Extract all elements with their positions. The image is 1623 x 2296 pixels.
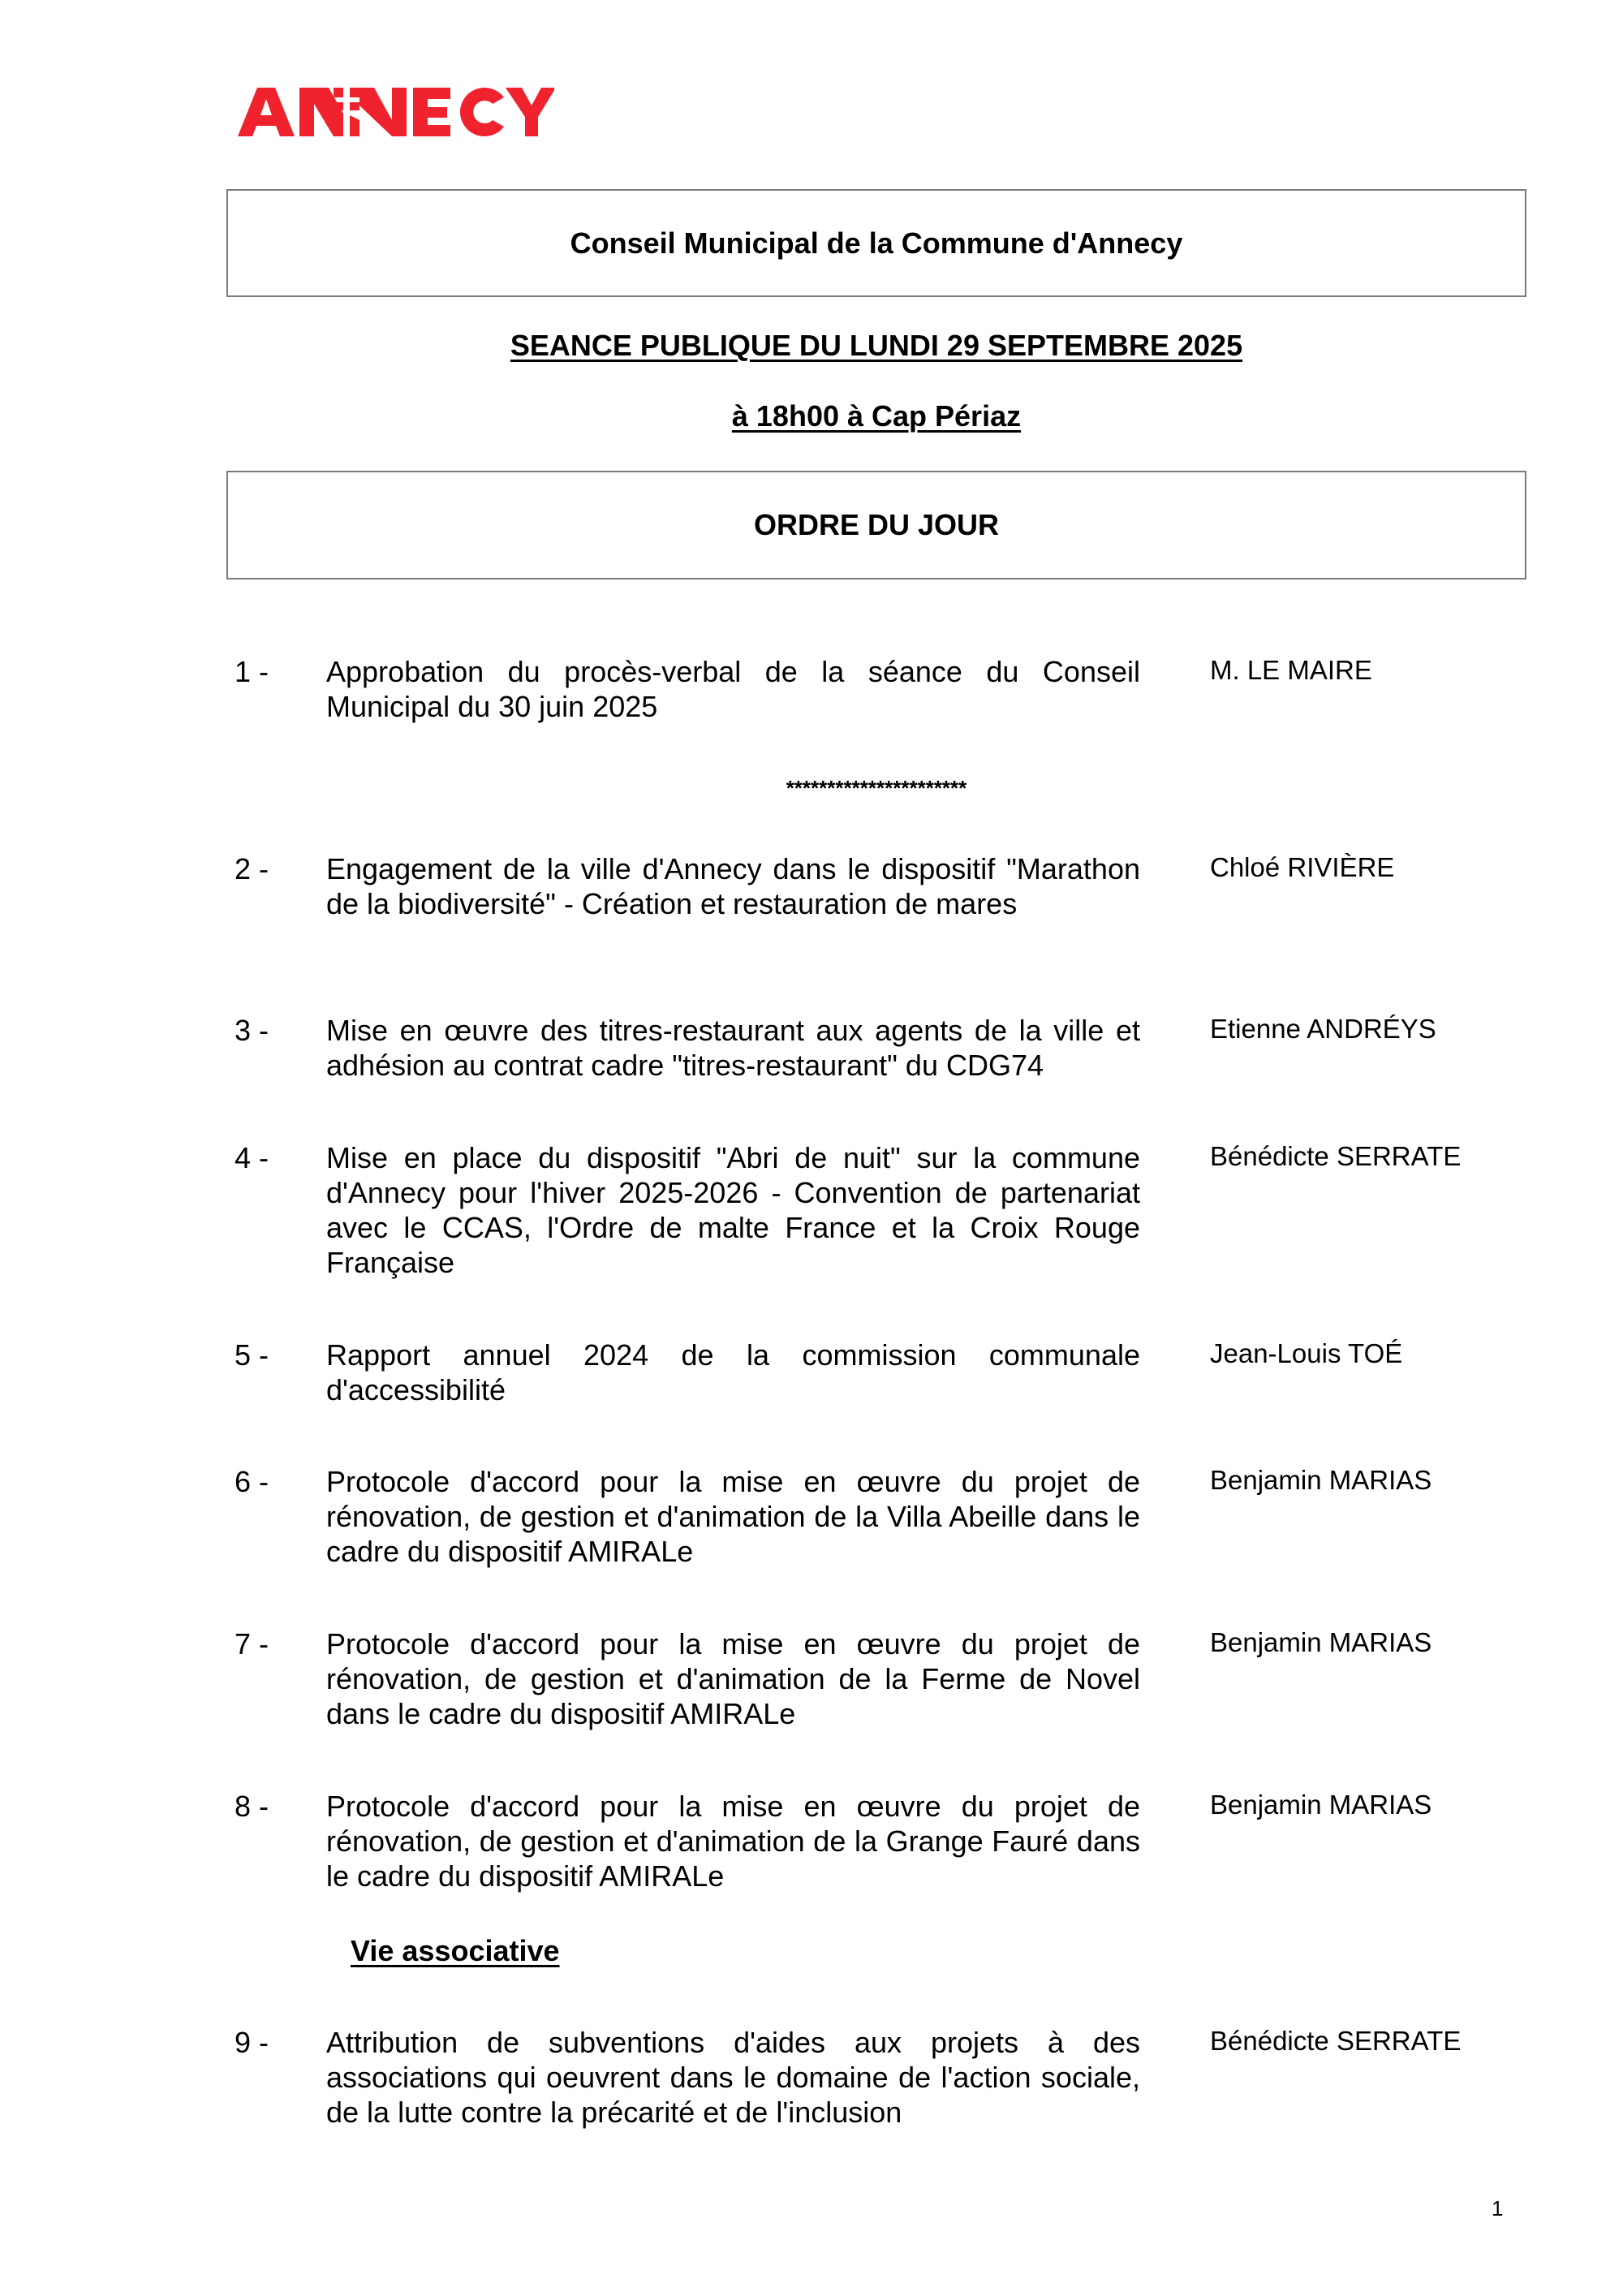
item-description: Protocole d'accord pour la mise en œuvre du projet de rénovation, de gestion et d'animation de la Villa Abeille dans le cadre du dispositif AMIRALe bbox=[326, 1465, 1140, 1568]
item-number: 6 - bbox=[235, 1465, 269, 1498]
item-description: Rapport annuel 2024 de la commission communale d'accessibilité bbox=[326, 1338, 1140, 1406]
separator: ********************** bbox=[786, 776, 967, 800]
item-number: 8 - bbox=[235, 1790, 269, 1823]
annecy-logo bbox=[238, 81, 554, 143]
item-number: 4 - bbox=[235, 1141, 269, 1174]
item-rapporteur: Bénédicte SERRATE bbox=[1210, 1141, 1462, 1171]
item-number: 9 - bbox=[235, 2026, 269, 2059]
item-number: 2 - bbox=[235, 852, 269, 885]
council-title: Conseil Municipal de la Commune d'Annecy bbox=[570, 226, 1183, 260]
item-number: 3 - bbox=[235, 1014, 269, 1047]
item-description: Approbation du procès-verbal de la séance du Conseil Municipal du 30 juin 2025 bbox=[326, 655, 1140, 723]
item-description: Protocole d'accord pour la mise en œuvre du projet de rénovation, de gestion et d'animation de la Grange Fauré dans le cadre du dispositif AMIRALe bbox=[326, 1790, 1140, 1893]
item-description: Attribution de subventions d'aides aux projets à des associations qui oeuvrent dans le domaine de l'action sociale, de la lutte contre la précarité et de l'inclusion bbox=[326, 2026, 1140, 2129]
item-description: Mise en œuvre des titres-restaurant aux agents de la ville et adhésion au contrat cadre "titres-restaurant" du CDG74 bbox=[326, 1014, 1140, 1082]
session-time-place: à 18h00 à Cap Périaz bbox=[731, 399, 1022, 433]
item-number: 5 - bbox=[235, 1338, 269, 1372]
item-rapporteur: Benjamin MARIAS bbox=[1210, 1465, 1432, 1495]
annecy-logo-icon bbox=[238, 81, 554, 143]
agenda-title-box bbox=[226, 471, 1526, 579]
item-rapporteur: Bénédicte SERRATE bbox=[1210, 2026, 1462, 2056]
item-rapporteur: M. LE MAIRE bbox=[1210, 655, 1372, 685]
item-rapporteur: Benjamin MARIAS bbox=[1210, 1627, 1432, 1657]
session-title: SEANCE PUBLIQUE DU LUNDI 29 SEPTEMBRE 2025 bbox=[510, 329, 1243, 362]
item-rapporteur: Chloé RIVIÈRE bbox=[1210, 852, 1395, 882]
item-rapporteur: Jean-Louis TOÉ bbox=[1210, 1338, 1403, 1368]
item-description: Mise en place du dispositif "Abri de nuit" sur la commune d'Annecy pour l'hiver 2025-2026 - Convention de partenariat avec le CCAS, l'Ordre de malte France et la Croix Rouge Française bbox=[326, 1141, 1140, 1279]
item-rapporteur: Etienne ANDRÉYS bbox=[1210, 1014, 1436, 1044]
agenda-title: ORDRE DU JOUR bbox=[753, 508, 1000, 541]
item-description: Engagement de la ville d'Annecy dans le dispositif "Marathon de la biodiversité" - Création et restauration de mares bbox=[326, 852, 1140, 920]
item-number: 7 - bbox=[235, 1627, 269, 1661]
item-number: 1 - bbox=[235, 655, 269, 688]
item-rapporteur: Benjamin MARIAS bbox=[1210, 1790, 1432, 1820]
council-title-box bbox=[226, 189, 1526, 297]
page-number: 1 bbox=[1492, 2196, 1504, 2221]
section-heading-vie-associative: Vie associative bbox=[351, 1934, 560, 1967]
item-description: Protocole d'accord pour la mise en œuvre du projet de rénovation, de gestion et d'animation de la Ferme de Novel dans le cadre du dispositif AMIRALe bbox=[326, 1627, 1140, 1730]
